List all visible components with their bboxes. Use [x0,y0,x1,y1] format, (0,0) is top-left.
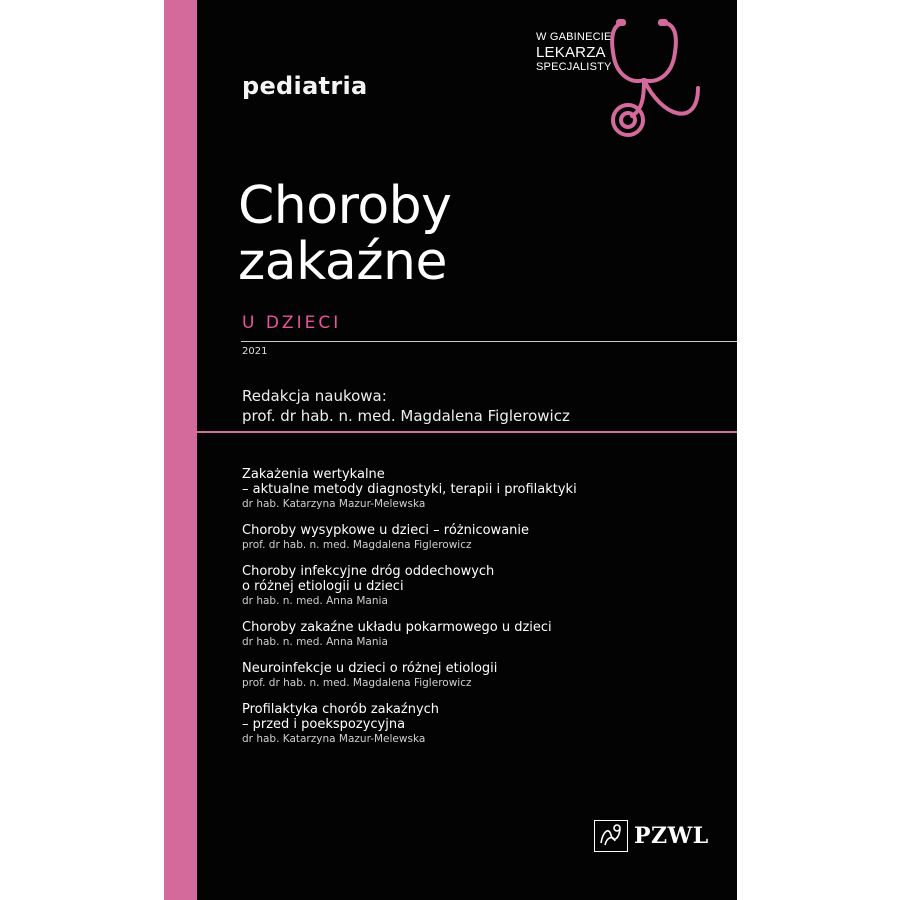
toc-item-title [242,702,722,732]
divider-top [241,341,737,342]
title-line-1: Choroby [238,176,452,236]
title-line-2: zakaźne [238,232,447,292]
book-title [238,178,451,290]
toc-item-author: prof. dr hab. n. med. Magdalena Figlerowicz [242,539,472,551]
series-badge [536,18,726,143]
stethoscope-icon [602,18,712,143]
toc-item [242,564,722,608]
publisher-logo [594,820,714,856]
toc-title-line: Choroby zakaźne układu pokarmowego u dzieci [242,620,552,635]
toc-item-title [242,564,722,594]
editor-label: Redakcja naukowa: [242,387,387,405]
pink-spine-stripe [164,0,197,900]
toc-item-title [242,661,722,676]
badge-line-1: W GABINECIE [536,31,612,43]
toc-item-author: dr hab. n. med. Anna Mania [242,636,388,648]
toc-item-title [242,523,722,538]
series-label: pediatria [242,72,368,100]
toc-title-line: – aktualne metody diagnostyki, terapii i profilaktyki [242,482,577,497]
toc-item [242,661,722,690]
badge-line-3: SPECJALISTY [536,61,612,73]
toc-item-author: dr hab. Katarzyna Mazur-Melewska [242,498,426,510]
toc-title-line: Profilaktyka chorób zakaźnych [242,702,440,717]
toc-title-line: – przed i poekspozycyjna [242,717,406,732]
toc-item-title [242,467,722,497]
toc-item-title [242,620,722,635]
pzwl-emblem-icon [595,821,626,850]
toc-item-author: prof. dr hab. n. med. Magdalena Figlerowicz [242,677,472,689]
toc-item [242,620,722,649]
book-cover [164,0,737,900]
divider-pink [197,431,737,433]
toc-title-line: Neuroinfekcje u dzieci o różnej etiologii [242,661,498,676]
table-of-contents [242,467,722,758]
toc-item-author: dr hab. Katarzyna Mazur-Melewska [242,733,426,745]
toc-item [242,702,722,746]
toc-item-author: dr hab. n. med. Anna Mania [242,595,388,607]
book-subtitle: U DZIECI [242,313,342,333]
pzwl-logo-icon [594,820,628,852]
toc-title-line: Choroby wysypkowe u dzieci – różnicowanie [242,523,530,538]
toc-title-line: Zakażenia wertykalne [242,467,385,482]
toc-item [242,467,722,511]
toc-title-line: o różnej etiologii u dzieci [242,579,404,594]
editor-block [242,386,570,426]
publisher-name: PZWL [634,823,709,849]
editor-name: prof. dr hab. n. med. Magdalena Figlerowicz [242,407,570,425]
badge-line-2: LEKARZA [536,44,606,61]
publication-year: 2021 [242,346,268,357]
toc-title-line: Choroby infekcyjne dróg oddechowych [242,564,495,579]
toc-item [242,523,722,552]
